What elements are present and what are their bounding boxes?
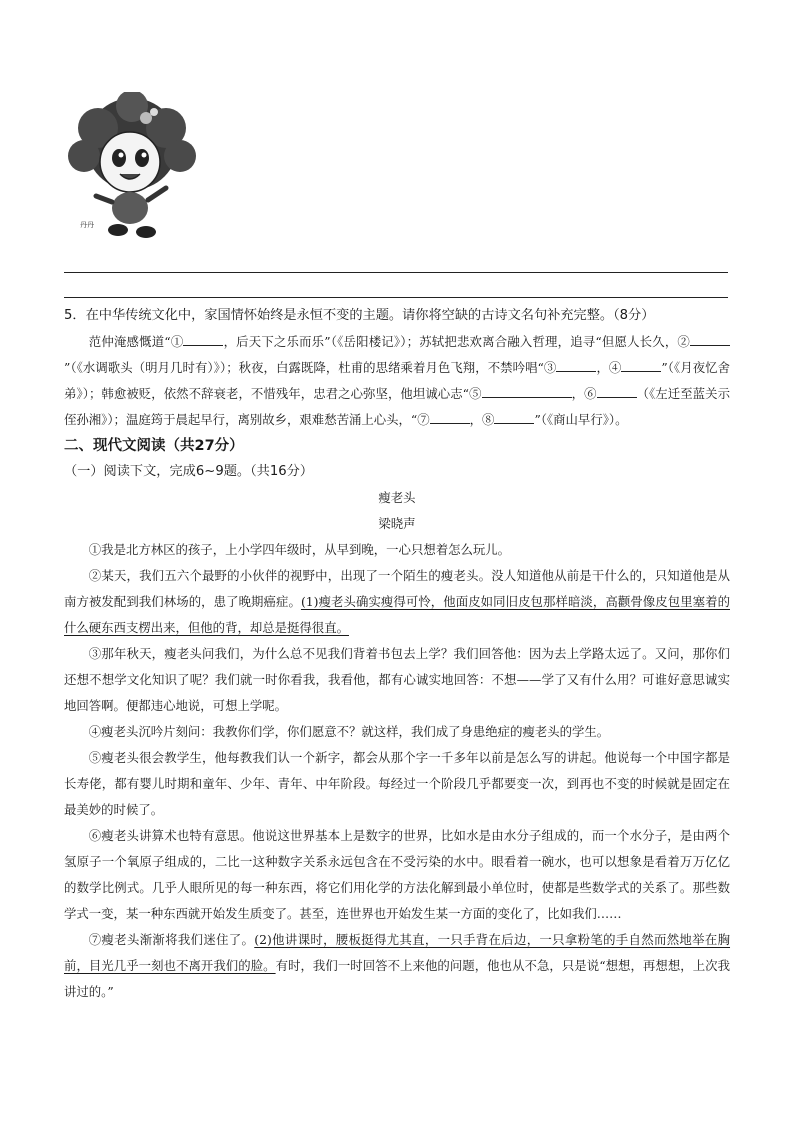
- article-paragraph-6: ⑥瘦老头讲算术也特有意思。他说这世界基本上是数字的世界，比如水是由水分子组成的，而一个水分子，是由两个氢原子一个氧原子组成的，二比一这种数字关系永远包含在不受污染的水中。眼看着一碗水，也可以想象是看着万万亿亿的数学比例式。几乎人眼所见的每一种东西，将它们用化学的方法化解到最小单位时，使都是些数学式的关系了。那些数学式一变，某一种东西就开始发生质变了。甚至，连世界也开始发生某一方面的变化了，比如我们……: [64, 828, 730, 921]
- article-paragraph-2: [64, 563, 730, 641]
- cartoon-mascot-icon: [68, 92, 196, 238]
- blank-2[interactable]: [690, 330, 730, 346]
- underlined-sentence-2: (2)他讲课时，腰板挺得尤其直，一只手背在后边，一只拿粉笔的手自然而然地举在胸前，目光几乎一刻也不离开我们的脸。: [64, 932, 731, 973]
- paragraph-2-text: ②某天，我们五六个最野的小伙伴的视野中，出现了一个陌生的瘦老头。没人知道他从前是干什么的，只知道他是从南方被发配到我们林场的，患了晚期癌症。: [64, 568, 730, 609]
- mascot-image: [62, 92, 202, 240]
- blank-6[interactable]: [597, 382, 637, 398]
- blank-5[interactable]: [482, 382, 572, 398]
- article-author: 梁晓声: [378, 516, 416, 531]
- answer-line-2: [64, 297, 728, 298]
- paragraph-7-text-c: 有时，我们一时回答不上来他的问题，他也从不急，只是说“想想，再想想，上次我讲过的。”: [64, 958, 730, 999]
- blank-4[interactable]: [621, 356, 661, 372]
- blank-7[interactable]: [430, 408, 470, 424]
- q5-text-2: ，后天下之乐而乐”（《岳阳楼记》）；苏轼把悲欢离合融入哲理，追寻“但愿人长久，②: [223, 334, 690, 349]
- page-content: [64, 303, 730, 1005]
- q5-text-1: 范仲淹感慨道“①: [88, 334, 184, 349]
- blank-3[interactable]: [556, 356, 596, 372]
- q5-text-5: ”（《月夜忆舍弟》）；韩愈被贬，依然不辞衰老，不惜残年，忠君之心弥坚，他坦诚心志“⑤: [64, 360, 730, 401]
- section-2-subtitle: （一）阅读下文，完成6~9题。（共16分）: [64, 464, 314, 479]
- article-paragraph-7: [64, 927, 730, 1005]
- q5-text-7: （《左迁至蓝关示侄孙湘》）；温庭筠于晨起早行，离别故乡，艰难愁苦涌上心头，“⑦: [64, 386, 730, 427]
- article-paragraph-3: ③那年秋天，瘦老头问我们，为什么总不见我们背着书包去上学？我们回答他：因为去上学路太远了。又问，那你们还想不想学文化知识了呢？我们就一时你看我，我看他，都有心诚实地回答：不想——学了又有什么用？可谁好意思诚实地回答啊。便都违心地说，可想上学呢。: [64, 646, 730, 713]
- mascot-caption: 丹丹: [80, 221, 94, 229]
- article-paragraph-4: ④瘦老头沉吟片刻问：我教你们学，你们愿意不？就这样，我们成了身患绝症的瘦老头的学生。: [88, 724, 610, 739]
- article-title: 瘦老头: [378, 490, 416, 505]
- question-5-passage: [64, 329, 730, 433]
- article-paragraph-5: ⑤瘦老头很会教学生，他每教我们认一个新字，都会从那个字一千多年以前是怎么写的讲起。他说每一个中国字都是长寿佬，都有婴儿时期和童年、少年、青年、中年阶段。每经过一个阶段几乎都要变一次，到再也不变的时候就是固定在最美妙的时候了。: [64, 750, 730, 817]
- answer-line-1: [64, 272, 728, 273]
- paragraph-7-text-a: ⑦瘦老头渐渐将我们迷住了。: [88, 932, 255, 947]
- section-2-title: 二、现代文阅读（共27分）: [64, 438, 244, 454]
- blank-8[interactable]: [494, 408, 534, 424]
- question-5-stem: 5．在中华传统文化中，家国情怀始终是永恒不变的主题。请你将空缺的古诗文名句补充完整。（8分）: [64, 308, 655, 323]
- underlined-sentence-1: (1)瘦老头确实瘦得可怜，他面皮如同旧皮包那样暗淡，高颧骨像皮包里塞着的什么硬东西支楞出来，但他的背，却总是挺得很直。: [64, 594, 730, 635]
- article-paragraph-1: ①我是北方林区的孩子，上小学四年级时，从早到晚，一心只想着怎么玩儿。: [88, 542, 511, 557]
- blank-1[interactable]: [183, 330, 223, 346]
- q5-text-3: ”（《水调歌头（明月几时有）》）；秋夜，白露既降，杜甫的思绪乘着月色飞翔，不禁吟唱“③: [64, 360, 557, 375]
- q5-text-8: ，⑧: [469, 412, 495, 427]
- q5-text-9: ”（《商山早行》）。: [534, 412, 628, 427]
- q5-text-6: ，⑥: [571, 386, 597, 401]
- q5-text-4: ，④: [596, 360, 622, 375]
